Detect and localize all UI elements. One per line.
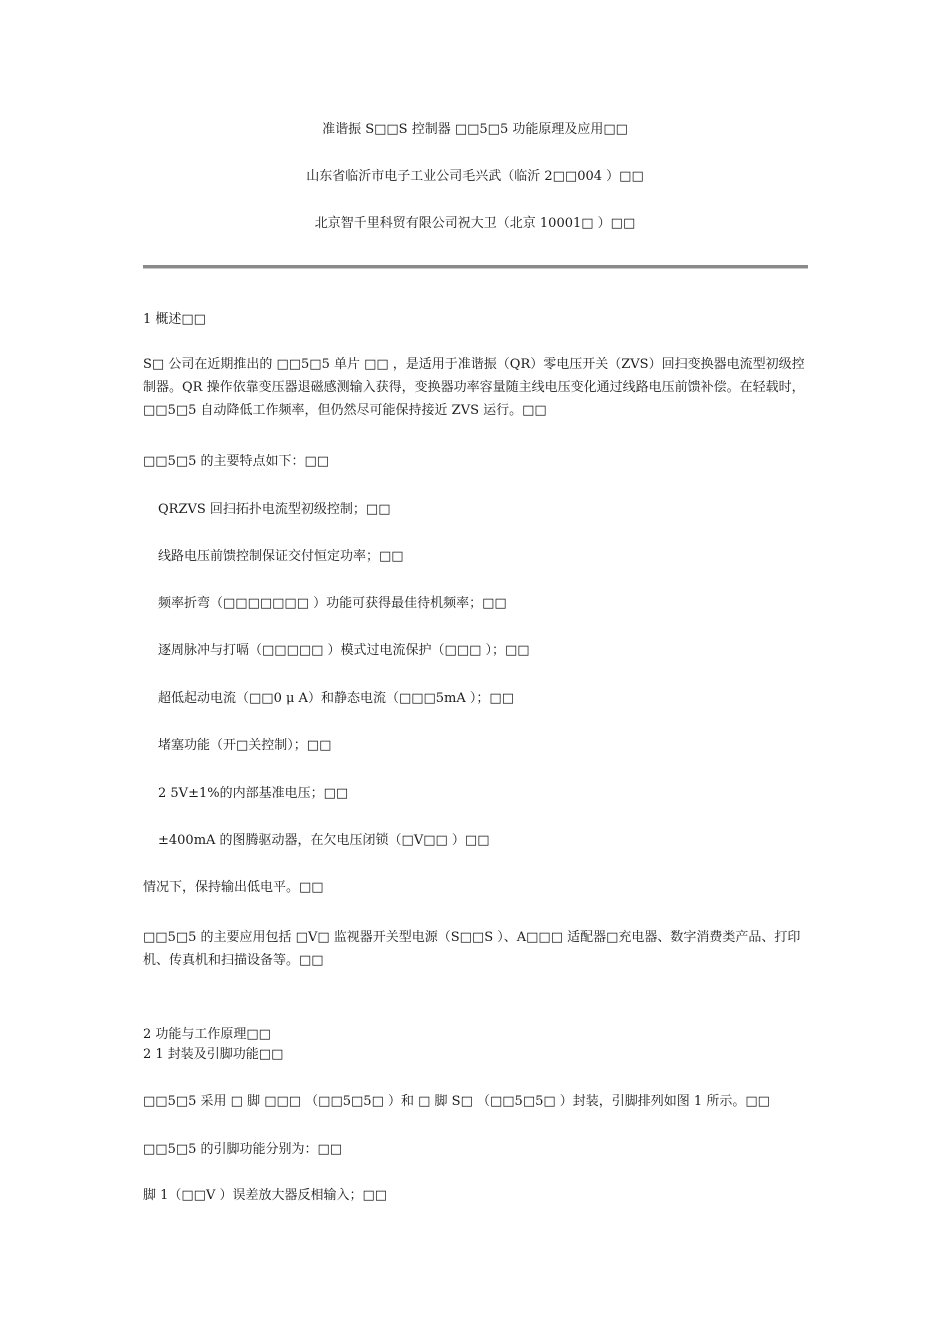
feature-item: 逐周脉冲与打嗝（□□□□□ ）模式过电流保护（□□□ ）；□□ — [158, 643, 530, 658]
author-line-1: 山东省临沂市电子工业公司毛兴武（临沂 2□□004 ）□□ — [306, 169, 644, 184]
section-2-heading: 2 功能与工作原理□□ — [143, 1027, 271, 1042]
feature-item: ±400mA 的图腾驱动器，在欠电压闭锁（□V□□ ）□□ — [158, 833, 490, 848]
features-intro: □□5□5 的主要特点如下：□□ — [143, 454, 330, 469]
applications-paragraph: □□5□5 的主要应用包括 □V□ 监视器开关型电源（S□□S ）、A□□□ 适配器□充电器、数字消费类产品、打印机、传真机和扫描设备等。□□ — [143, 930, 801, 968]
header-divider — [143, 265, 808, 269]
feature-item: QRZVS 回扫拓扑电流型初级控制；□□ — [158, 502, 391, 517]
section-1-heading: 1 概述□□ — [143, 312, 206, 327]
package-line: □□5□5 采用 □ 脚 □□□ （□□5□5□ ）和 □ 脚 S□ （□□5□5□ ）封装，引脚排列如图 1 所示。□□ — [143, 1094, 770, 1109]
feature-item: 频率折弯（□□□□□□□ ）功能可获得最佳待机频率；□□ — [158, 596, 507, 611]
author-line-2: 北京智千里科贸有限公司祝大卫（北京 10001□ ）□□ — [314, 216, 636, 231]
feature-item: 2 5V±1%的内部基准电压；□□ — [158, 786, 349, 801]
feature-item: 堵塞功能（开□关控制）；□□ — [158, 738, 332, 753]
document-title: 准谐振 S□□S 控制器 □□5□5 功能原理及应用□□ — [322, 122, 628, 137]
intro-paragraph: S□ 公司在近期推出的 □□5□5 单片 □□ ，是适用于准谐振（QR）零电压开关（ZVS）回扫变换器电流型初级控制器。QR 操作依靠变压器退磁感测输入获得，变换器功率容量随主线电压变化通过线路电压前馈补偿。在轻载时，□□5□5 自动降低工作频率，但仍然尽可能保持接近 ZVS 运行。□□ — [143, 357, 805, 418]
section-2-1-heading: 2 1 封装及引脚功能□□ — [143, 1047, 284, 1062]
feature-item: 超低起动电流（□□0 μ A）和静态电流（□□□5mA ）；□□ — [158, 691, 514, 706]
features-tail: 情况下，保持输出低电平。□□ — [143, 880, 324, 895]
feature-item: 线路电压前馈控制保证交付恒定功率；□□ — [158, 549, 404, 564]
pin-function-intro: □□5□5 的引脚功能分别为：□□ — [143, 1142, 343, 1157]
pin-1-description: 脚 1（□□V ）误差放大器反相输入；□□ — [143, 1188, 388, 1203]
